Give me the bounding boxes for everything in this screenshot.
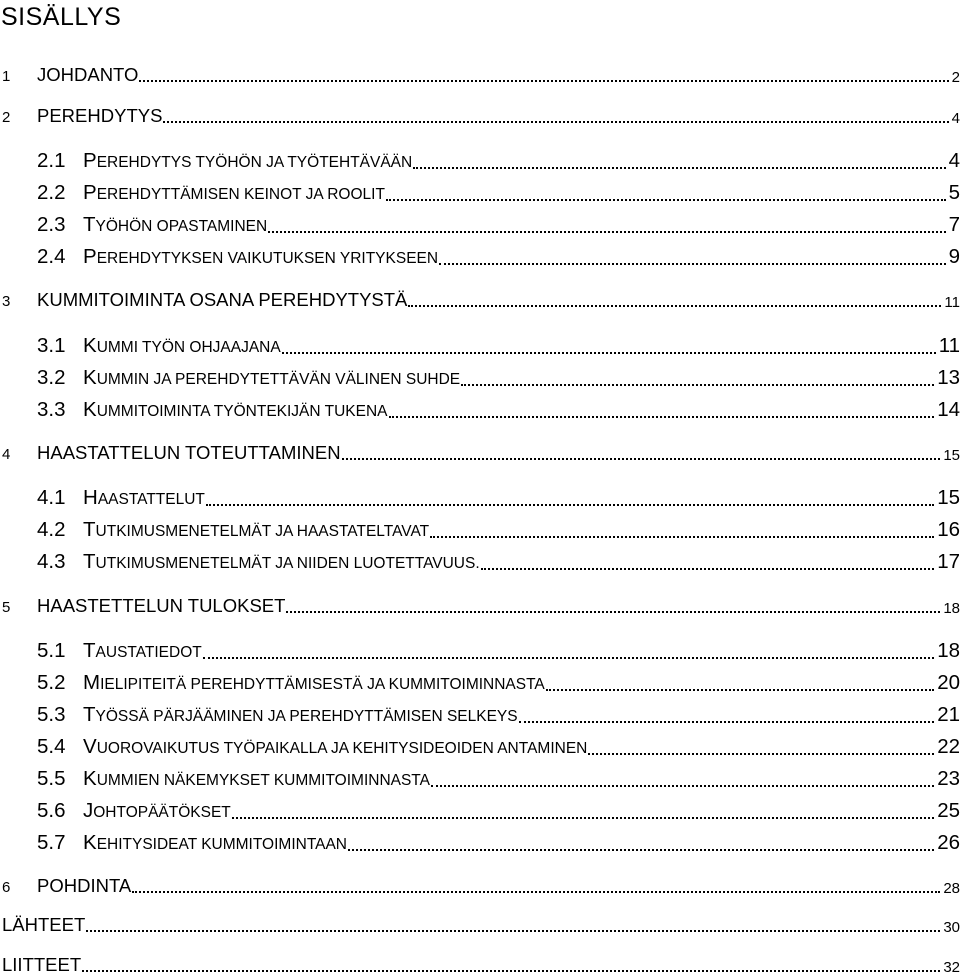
dot-leader	[546, 689, 934, 691]
chapter-title: HAASTETTELUN TULOKSET	[37, 595, 286, 616]
section-number: 5.5	[37, 767, 66, 790]
chapter-number: 2	[2, 109, 11, 126]
dot-leader	[408, 305, 941, 307]
page-number: 11	[938, 334, 960, 357]
section-number: 5.1	[37, 639, 66, 662]
section-number: 2.1	[37, 149, 66, 172]
page-number: 9	[948, 245, 960, 268]
section-number: 4.1	[37, 486, 66, 509]
dot-leader	[232, 817, 934, 819]
toc-entry-section[interactable]	[37, 366, 960, 390]
page-number: 15	[937, 486, 960, 509]
dot-leader	[82, 970, 940, 972]
dot-leader	[206, 504, 934, 506]
section-number: 3.3	[37, 398, 66, 421]
dot-leader	[461, 384, 934, 386]
page-number: 25	[937, 799, 960, 822]
toc-entry-section[interactable]	[37, 671, 960, 695]
toc-entry-chapter[interactable]	[2, 105, 960, 127]
section-title: TUTKIMUSMENETELMÄT JA HAASTATELTAVAT	[83, 518, 430, 541]
page-number: 18	[937, 639, 960, 662]
toc-entry-references[interactable]	[2, 914, 960, 936]
page-number: 15	[943, 447, 960, 464]
toc-entry-section[interactable]	[37, 398, 960, 422]
section-title: MIELIPITEITÄ PEREHDYTTÄMISESTÄ JA KUMMITOIMINNASTA	[83, 671, 545, 694]
section-number: 3.1	[37, 334, 66, 357]
page-number: 2	[951, 69, 960, 86]
dot-leader	[386, 199, 946, 201]
section-title: TYÖSSÄ PÄRJÄÄMINEN JA PEREHDYTTÄMISEN SELKEYS	[83, 703, 518, 726]
section-number: 5.3	[37, 703, 66, 726]
chapter-number: 1	[2, 68, 11, 85]
page-number: 16	[937, 518, 960, 541]
toc-entry-section[interactable]	[37, 550, 960, 574]
chapter-title: POHDINTA	[37, 875, 132, 896]
toc-entry-chapter[interactable]	[2, 875, 960, 897]
chapter-title: KUMMITOIMINTA OSANA PEREHDYTYSTÄ	[37, 289, 408, 310]
page-number: 23	[937, 767, 960, 790]
section-number: 5.6	[37, 799, 66, 822]
section-number: 5.2	[37, 671, 66, 694]
section-title: KUMMITOIMINTA TYÖNTEKIJÄN TUKENA	[83, 398, 388, 421]
toc-entry-chapter[interactable]	[2, 595, 960, 617]
page-number: 30	[943, 919, 960, 936]
section-title: JOHTOPÄÄTÖKSET	[83, 799, 231, 822]
page-number: 18	[943, 600, 960, 617]
section-title: KUMMIN JA PEREHDYTETTÄVÄN VÄLINEN SUHDE	[83, 366, 461, 389]
dot-leader	[139, 80, 948, 82]
appendices-title: LIITTEET	[2, 954, 82, 975]
dot-leader	[86, 930, 940, 932]
dot-leader	[439, 263, 946, 265]
section-title: PEREHDYTYKSEN VAIKUTUKSEN YRITYKSEEN	[83, 245, 439, 268]
dot-leader	[203, 657, 934, 659]
section-title: KUMMI TYÖN OHJAAJANA	[83, 334, 281, 357]
toc-entry-chapter[interactable]	[2, 442, 960, 464]
dot-leader	[481, 568, 935, 570]
dot-leader	[286, 611, 940, 613]
page-number: 21	[937, 703, 960, 726]
page-number: 14	[937, 398, 960, 421]
section-number: 2.2	[37, 181, 66, 204]
chapter-number: 5	[2, 599, 11, 616]
toc-entry-section[interactable]	[37, 639, 960, 663]
page-number: 4	[948, 149, 960, 172]
dot-leader	[282, 352, 936, 354]
section-number: 5.7	[37, 831, 66, 854]
toc-entry-section[interactable]	[37, 767, 960, 791]
toc-entry-section[interactable]	[37, 486, 960, 510]
dot-leader	[268, 231, 945, 233]
section-title: PEREHDYTTÄMISEN KEINOT JA ROOLIT	[83, 181, 385, 204]
dot-leader	[163, 121, 948, 123]
page-number: 26	[937, 831, 960, 854]
toc-entry-section[interactable]	[37, 703, 960, 727]
toc-entry-section[interactable]	[37, 334, 960, 358]
toc-entry-appendices[interactable]	[2, 954, 960, 976]
chapter-number: 6	[2, 879, 11, 896]
toc-entry-section[interactable]	[37, 518, 960, 542]
toc-entry-section[interactable]	[37, 213, 960, 237]
section-number: 5.4	[37, 735, 66, 758]
section-title: KUMMIEN NÄKEMYKSET KUMMITOIMINNASTA	[83, 767, 430, 790]
dot-leader	[431, 785, 934, 787]
chapter-title: PEREHDYTYS	[37, 105, 163, 126]
dot-leader	[342, 458, 941, 460]
chapter-number: 3	[2, 293, 11, 310]
dot-leader	[348, 849, 934, 851]
toc-entry-section[interactable]	[37, 735, 960, 759]
page-number: 17	[937, 550, 960, 573]
toc-entry-section[interactable]	[37, 181, 960, 205]
section-title: TUTKIMUSMENETELMÄT JA NIIDEN LUOTETTAVUUS.	[83, 550, 480, 573]
chapter-number: 4	[2, 446, 11, 463]
section-number: 4.3	[37, 550, 66, 573]
dot-leader	[389, 416, 935, 418]
section-title: VUOROVAIKUTUS TYÖPAIKALLA JA KEHITYSIDEOIDEN ANTAMINEN	[83, 735, 588, 758]
page-number: 22	[937, 735, 960, 758]
page-number: 11	[944, 294, 960, 311]
toc-entry-chapter[interactable]	[2, 64, 960, 86]
page-number: 5	[948, 181, 960, 204]
dot-leader	[519, 721, 935, 723]
section-number: 2.3	[37, 213, 66, 236]
chapter-title: JOHDANTO	[37, 64, 139, 85]
toc-entry-section[interactable]	[37, 831, 960, 855]
toc-entry-section[interactable]	[37, 149, 960, 173]
dot-leader	[413, 167, 945, 169]
page-title: SISÄLLYS	[1, 3, 122, 31]
page-number: 13	[937, 366, 960, 389]
toc-entry-section[interactable]	[37, 245, 960, 269]
toc-entry-section[interactable]	[37, 799, 960, 823]
chapter-title: HAASTATTELUN TOTEUTTAMINEN	[37, 442, 341, 463]
page-number: 32	[943, 959, 960, 976]
section-title: PEREHDYTYS TYÖHÖN JA TYÖTEHTÄVÄÄN	[83, 149, 413, 172]
section-number: 3.2	[37, 366, 66, 389]
dot-leader	[588, 753, 934, 755]
toc-entry-chapter[interactable]	[2, 289, 960, 311]
section-title: TAUSTATIEDOT	[83, 639, 202, 662]
page-number: 7	[948, 213, 960, 236]
page-number: 28	[943, 880, 960, 897]
references-title: LÄHTEET	[2, 914, 86, 935]
section-title: TYÖHÖN OPASTAMINEN	[83, 213, 268, 236]
page-number: 4	[951, 110, 960, 127]
section-number: 2.4	[37, 245, 66, 268]
page-number: 20	[937, 671, 960, 694]
section-number: 4.2	[37, 518, 66, 541]
dot-leader	[132, 891, 940, 893]
section-title: KEHITYSIDEAT KUMMITOIMINTAAN	[83, 831, 348, 854]
dot-leader	[430, 536, 934, 538]
section-title: HAASTATTELUT	[83, 486, 205, 509]
